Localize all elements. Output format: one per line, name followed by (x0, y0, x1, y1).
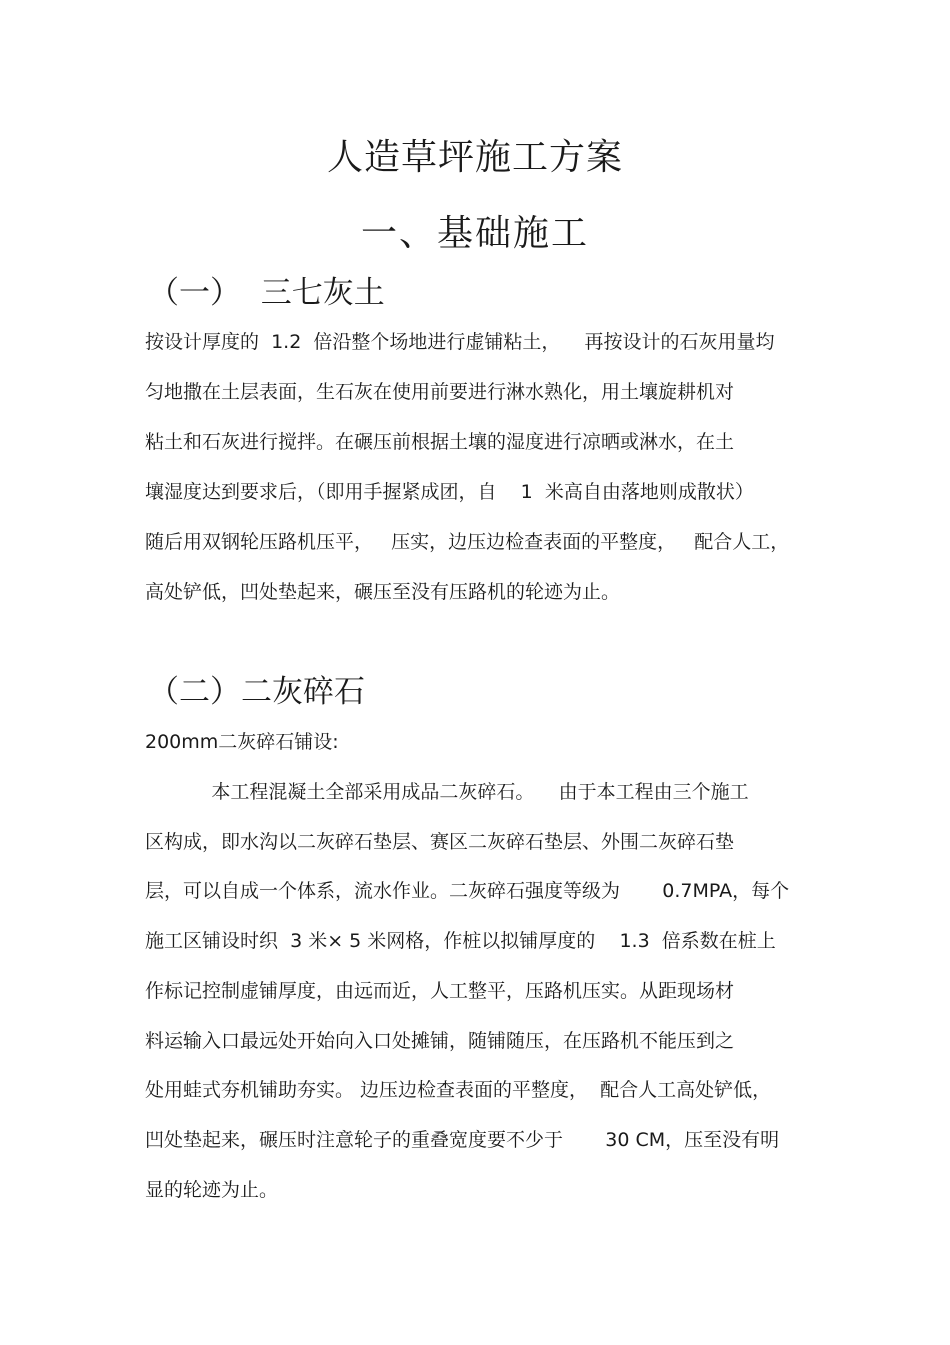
paragraph-line: 显的轮迹为止。 (145, 1179, 279, 1201)
paragraph-line: 壤湿度达到要求后，（即用手握紧成团，自 1 米高自由落地则成散状） (145, 481, 754, 503)
paragraph-line: 高处铲低，凹处垫起来，碾压至没有压路机的轮迹为止。 (145, 581, 621, 603)
paragraph-line: 凹处垫起来，碾压时注意轮子的重叠宽度要不少于 30 CM，压至没有明 (145, 1129, 780, 1151)
paragraph-line: 料运输入口最远处开始向入口处摊铺，随铺随压，在压路机不能压到之 (145, 1030, 735, 1052)
paragraph-line: 区构成，即水沟以二灰碎石垫层、赛区二灰碎石垫层、外围二灰碎石垫 (145, 831, 735, 853)
subsection-heading-lime-gravel: （二）二灰碎石 (148, 674, 365, 710)
document-title: 人造草坪施工方案 (326, 137, 623, 178)
paragraph-line: 处用蛙式夯机铺助夯实。 边压边检查表面的平整度， 配合人工高处铲低， (145, 1079, 772, 1101)
paragraph-line: 本工程混凝土全部采用成品二灰碎石。 由于本工程由三个施工 (145, 781, 749, 803)
paragraph-line: 层，可以自成一个体系，流水作业。二灰碎石强度等级为 0.7MPA，每个 (145, 880, 790, 902)
paragraph-line: 匀地撒在土层表面，生石灰在使用前要进行淋水熟化，用土壤旋耕机对 (145, 381, 735, 403)
section-heading-foundation: 一、基础施工 (360, 213, 589, 254)
paragraph-intro: 200mm二灰碎石铺设: (145, 731, 339, 753)
paragraph-line: 按设计厚度的 1.2 倍沿整个场地进行虚铺粘土， 再按设计的石灰用量均 (145, 331, 775, 353)
paragraph-line: 施工区铺设时织 3 米× 5 米网格，作桩以拟铺厚度的 1.3 倍系数在桩上 (145, 930, 776, 952)
subsection-heading-lime-soil: （一） 三七灰土 (148, 275, 385, 311)
paragraph-line: 粘土和石灰进行搅拌。在碾压前根据土壤的湿度进行凉晒或淋水，在土 (145, 431, 735, 453)
paragraph-line: 作标记控制虚铺厚度，由远而近，人工整平，压路机压实。从距现场材 (145, 980, 735, 1002)
paragraph-line: 随后用双钢轮压路机压平， 压实，边压边检查表面的平整度， 配合人工， (145, 531, 790, 553)
